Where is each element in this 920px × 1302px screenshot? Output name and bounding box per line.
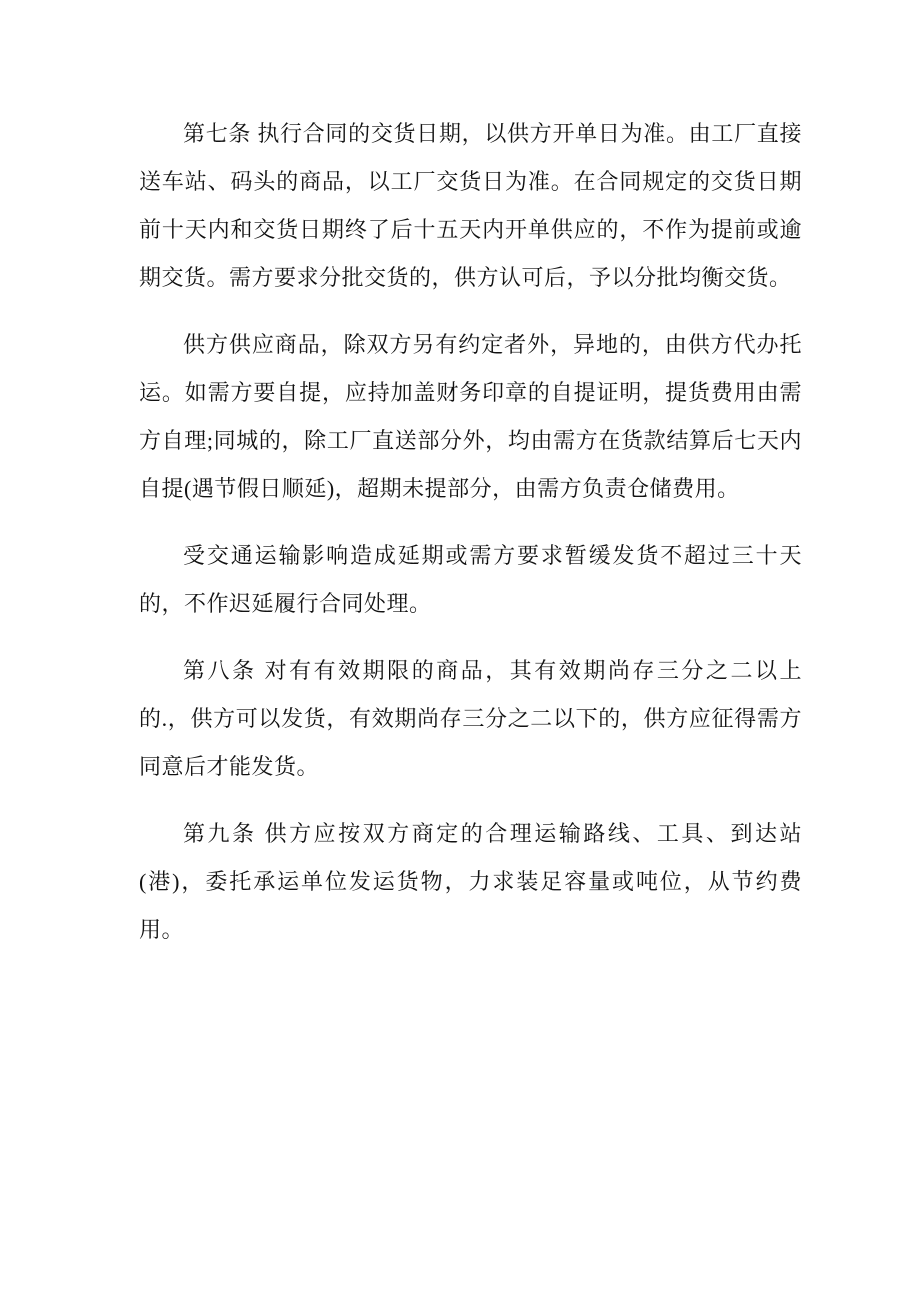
contract-paragraph-article-8: 第八条 对有有效期限的商品，其有效期尚存三分之二以上的.，供方可以发货，有效期尚存三分之二以下的，供方应征得需方同意后才能发货。: [139, 658, 802, 779]
contract-paragraph-delay-terms: 受交通运输影响造成延期或需方要求暂缓发货不超过三十天的，不作迟延履行合同处理。: [139, 543, 802, 616]
contract-paragraph-shipping-terms: 供方供应商品，除双方另有约定者外，异地的，由供方代办托运。如需方要自提，应持加盖财务印章的自提证明，提货费用由需方自理;同城的，除工厂直送部分外，均由需方在货款结算后七天内自提(遇节假日顺延)，超期未提部分，由需方负责仓储费用。: [139, 332, 802, 501]
contract-paragraph-article-9: 第九条 供方应按双方商定的合理运输路线、工具、到达站(港)，委托承运单位发运货物，力求装足容量或吨位，从节约费用。: [139, 821, 802, 942]
contract-body: [139, 110, 802, 954]
contract-paragraph-article-7: 第七条 执行合同的交货日期，以供方开单日为准。由工厂直接送车站、码头的商品，以工厂交货日为准。在合同规定的交货日期前十天内和交货日期终了后十五天内开单供应的，不作为提前或逾期交货。需方要求分批交货的，供方认可后，予以分批均衡交货。: [139, 121, 802, 290]
